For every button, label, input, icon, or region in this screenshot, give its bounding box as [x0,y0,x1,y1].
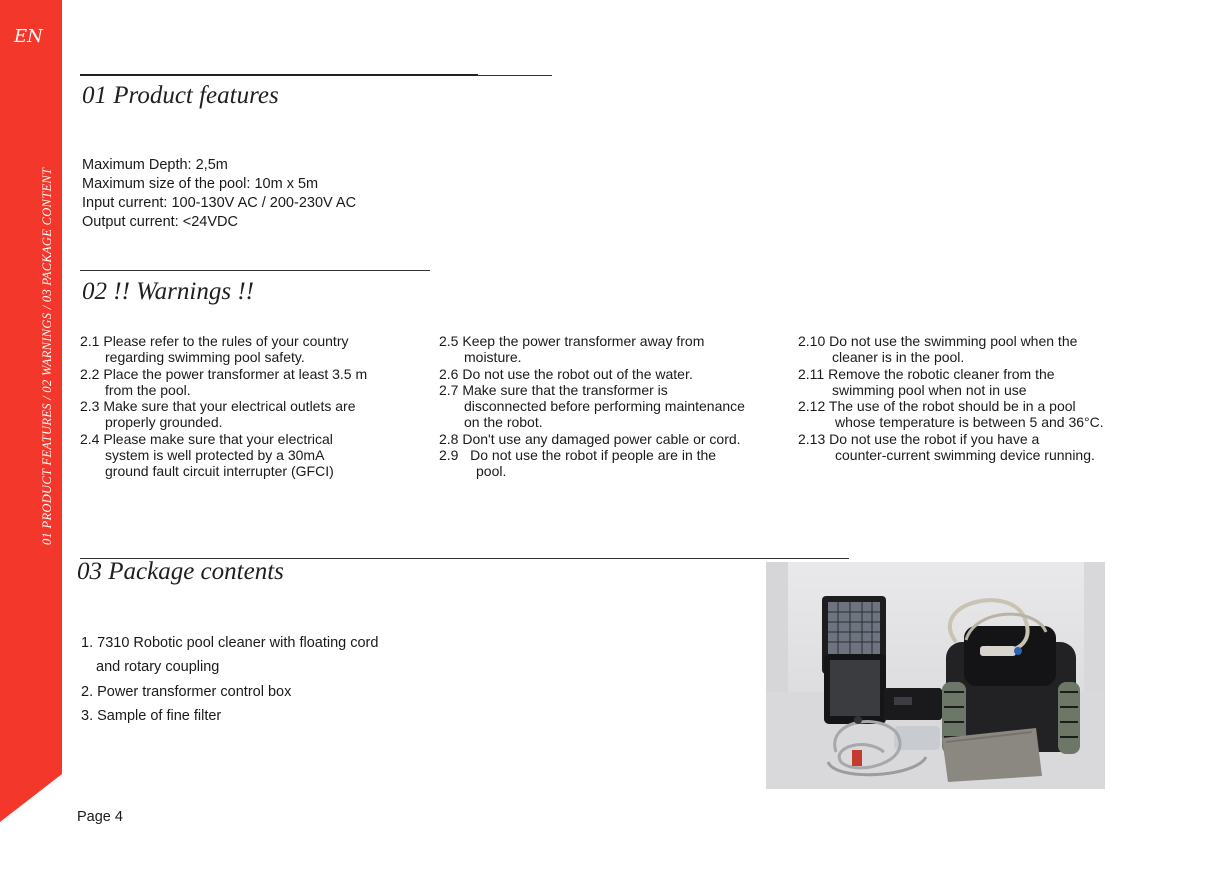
warning-item [439,382,745,431]
warning-item [80,366,367,399]
warning-text: Do not use the swimming pool when the [829,333,1078,349]
warning-text: system is well protected by a 30mA [105,447,325,464]
warning-number: 2.10 [798,333,826,349]
warning-number: 2.5 [439,333,459,349]
warning-item [798,333,1104,366]
language-label: EN [14,26,43,47]
sidebar [0,0,62,874]
warning-item [798,366,1104,399]
section-title-features: 01 Product features [82,82,279,109]
package-list [81,631,378,728]
feature-item: Output current: <24VDC [82,214,238,230]
warning-number: 2.2 [80,365,100,382]
warning-item [80,431,367,480]
warning-text: Remove the robotic cleaner from the [828,365,1055,382]
warning-text: cleaner is in the pool. [832,349,965,366]
warning-item [798,398,1104,431]
warnings-column-2 [439,333,745,480]
feature-item: Input current: 100-130V AC / 200-230V AC [82,195,357,211]
section-title-warnings: 02 !! Warnings !! [82,278,254,305]
warning-text: Do not use the robot if you have a [829,430,1040,447]
warning-number: 2.7 [439,381,459,398]
feature-item: Maximum size of the pool: 10m x 5m [82,176,319,192]
warning-text: on the robot. [464,414,543,431]
package-item [81,704,378,728]
warning-item [439,333,745,366]
warning-text: Keep the power transformer away from [462,333,705,349]
warning-text: properly grounded. [105,414,223,431]
warning-text: The use of the robot should be in a pool [828,398,1076,415]
warning-item [439,366,745,382]
package-text: 7310 Robotic pool cleaner with floating cord [97,635,379,651]
section-divider-tail [478,75,552,76]
package-contents-photo [766,562,1105,789]
package-number: 3. [81,707,94,724]
warning-item [80,398,367,431]
feature-item: Maximum Depth: 2,5m [82,157,228,173]
warning-text: Place the power transformer at least 3.5 m [103,365,368,382]
package-number: 2. [81,683,94,700]
warning-number: 2.3 [80,398,100,415]
warning-number: 2.11 [798,365,825,382]
warning-text: pool. [476,463,507,480]
warning-number: 2.9 [439,447,459,464]
warning-text: Make sure that the transformer is [462,381,668,398]
warning-item [80,333,367,366]
warning-text: counter-current swimming device running. [835,447,1095,464]
warning-text: Don't use any damaged power cable or cord. [462,430,741,447]
warning-text: Please refer to the rules of your country [103,333,349,349]
warning-text: disconnected before performing maintenance [464,398,745,415]
page-number: Page 4 [77,809,123,825]
warning-number: 2.4 [80,430,100,447]
sidebar-section-index: 01 PRODUCT FEATURES / 02 WARNINGS / 03 PACKAGE CONTENT [40,167,54,545]
warning-text: Make sure that your electrical outlets are [103,398,356,415]
section-title-package: 03 Package contents [77,558,284,585]
package-text: Sample of fine filter [97,707,222,724]
warning-text: swimming pool when not in use [832,381,1027,398]
warning-number: 2.8 [439,430,459,447]
warning-number: 2.12 [798,398,826,415]
warning-item [439,447,745,480]
package-text: Power transformer control box [97,683,292,700]
section-divider [80,74,478,76]
warning-number: 2.6 [439,365,459,382]
warning-number: 2.1 [80,333,100,349]
warning-text: regarding swimming pool safety. [105,349,305,366]
package-text: and rotary coupling [96,659,220,676]
section-divider [80,270,430,271]
warnings-column-3 [798,333,1104,463]
warning-number: 2.13 [798,430,826,447]
warning-text: Do not use the robot if people are in the [462,447,717,464]
warning-text: whose temperature is between 5 and 36°C. [835,414,1104,431]
warning-text: from the pool. [105,381,191,398]
warning-text: Please make sure that your electrical [103,430,333,447]
warnings-column-1 [80,333,367,480]
package-item [81,680,378,704]
package-item [81,631,378,680]
package-number: 1. [81,635,94,651]
features-list [82,156,356,232]
warning-item [439,431,745,447]
warning-text: moisture. [464,349,522,366]
warning-text: Do not use the robot out of the water. [462,365,693,382]
warning-item [798,431,1104,464]
warning-text: ground fault circuit interrupter (GFCI) [105,463,334,480]
